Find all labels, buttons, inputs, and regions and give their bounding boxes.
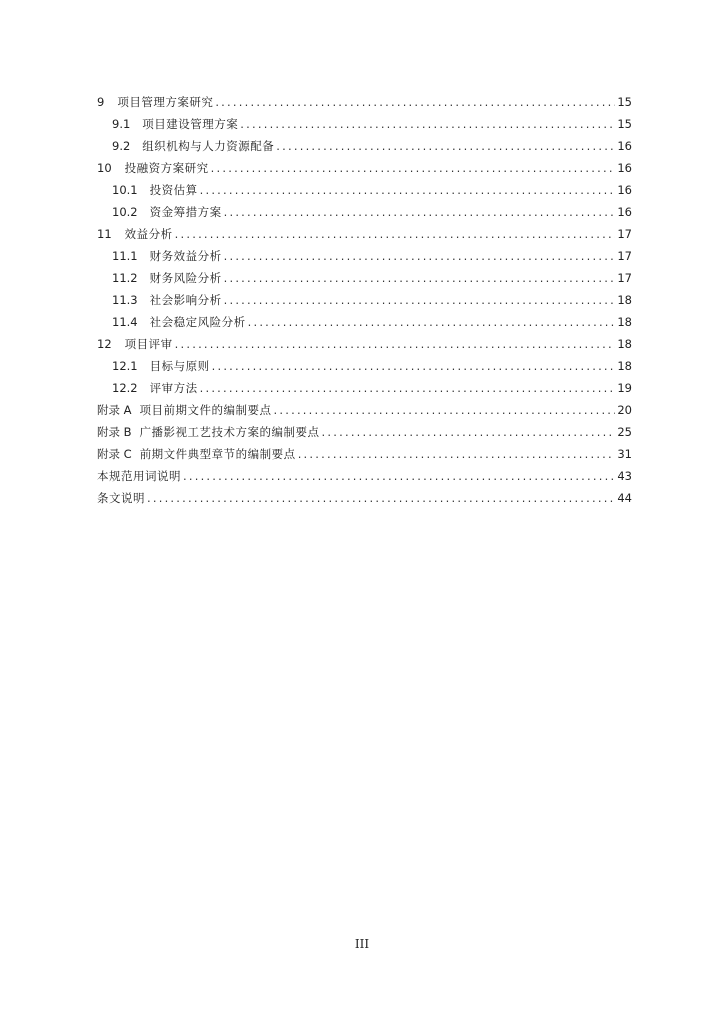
toc-entry-page: 16 — [617, 183, 632, 197]
toc-dot-leader — [298, 443, 616, 465]
toc-dot-leader — [215, 91, 615, 113]
toc-entry-number: 12.2 — [112, 381, 138, 395]
toc-entry-title: 社会影响分析 — [149, 293, 222, 307]
toc-dot-leader — [322, 421, 616, 443]
toc-dot-leader — [175, 333, 616, 355]
toc-entry-number: 11.3 — [112, 293, 138, 307]
toc-entry[interactable] — [97, 245, 632, 267]
toc-entry-page: 20 — [617, 403, 632, 417]
toc-dot-leader — [276, 135, 615, 157]
toc-entry-number: 9 — [97, 95, 105, 109]
toc-entry-title: 财务效益分析 — [149, 249, 222, 263]
toc-entry-title: 投融资方案研究 — [124, 161, 209, 175]
toc-entry[interactable] — [97, 311, 632, 333]
toc-entry-number: 10.2 — [112, 205, 138, 219]
toc-dot-leader — [147, 487, 615, 509]
toc-entry-page: 15 — [617, 117, 632, 131]
toc-entry-title: 投资估算 — [149, 183, 198, 197]
toc-entry[interactable] — [97, 91, 632, 113]
toc-entry-page: 18 — [617, 359, 632, 373]
toc-entry-number: 附录 A — [97, 403, 132, 417]
toc-entry-page: 17 — [617, 227, 632, 241]
toc-entry-page: 17 — [617, 249, 632, 263]
toc-dot-leader — [200, 377, 616, 399]
toc-entry-number: 附录 C — [97, 447, 132, 461]
toc-entry[interactable] — [97, 399, 632, 421]
toc-entry-number: 12.1 — [112, 359, 138, 373]
toc-entry[interactable] — [97, 113, 632, 135]
toc-entry-page: 43 — [617, 469, 632, 483]
toc-entry-title: 项目管理方案研究 — [117, 95, 214, 109]
toc-entry-page: 18 — [617, 315, 632, 329]
toc-entry-title: 组织机构与人力资源配备 — [142, 139, 275, 153]
toc-entry[interactable] — [97, 267, 632, 289]
toc-dot-leader — [224, 201, 616, 223]
toc-entry-number: 附录 B — [97, 425, 132, 439]
toc-entry-number: 11.4 — [112, 315, 138, 329]
toc-entry-title: 广播影视工艺技术方案的编制要点 — [139, 425, 320, 439]
page-number: III — [354, 937, 370, 951]
toc-entry-title: 本规范用词说明 — [97, 469, 181, 483]
toc-entry-number: 9.2 — [112, 139, 131, 153]
toc-entry-title: 项目评审 — [124, 337, 173, 351]
toc-entry-page: 25 — [617, 425, 632, 439]
toc-entry-page: 16 — [617, 205, 632, 219]
toc-entry-number: 12 — [97, 337, 112, 351]
toc-entry-title: 前期文件典型章节的编制要点 — [139, 447, 296, 461]
toc-dot-leader — [224, 267, 616, 289]
toc-dot-leader — [274, 399, 616, 421]
toc-entry-page: 19 — [617, 381, 632, 395]
toc-entry-number: 10 — [97, 161, 112, 175]
toc-entry-number: 11.1 — [112, 249, 138, 263]
toc-entry[interactable] — [97, 465, 632, 487]
toc-dot-leader — [175, 223, 616, 245]
toc-dot-leader — [248, 311, 616, 333]
toc-entry[interactable] — [97, 333, 632, 355]
toc-entry-page: 16 — [617, 139, 632, 153]
toc-entry[interactable] — [97, 223, 632, 245]
toc-dot-leader — [183, 465, 615, 487]
toc-entry-title: 社会稳定风险分析 — [149, 315, 246, 329]
toc-dot-leader — [211, 157, 616, 179]
toc-entry[interactable] — [97, 443, 632, 465]
toc-entry[interactable] — [97, 289, 632, 311]
toc-entry-title: 资金筹措方案 — [149, 205, 222, 219]
toc-entry-number: 9.1 — [112, 117, 131, 131]
toc-entry-title: 条文说明 — [97, 491, 145, 505]
toc-entry-title: 财务风险分析 — [149, 271, 222, 285]
toc-dot-leader — [224, 245, 616, 267]
toc-entry[interactable] — [97, 355, 632, 377]
toc-entry-page: 31 — [617, 447, 632, 461]
toc-entry-title: 评审方法 — [149, 381, 198, 395]
toc-dot-leader — [212, 355, 616, 377]
toc-entry[interactable] — [97, 421, 632, 443]
toc-entry[interactable] — [97, 135, 632, 157]
toc-entry[interactable] — [97, 201, 632, 223]
toc-dot-leader — [240, 113, 615, 135]
toc-entry-page: 18 — [617, 337, 632, 351]
toc-entry-title: 项目建设管理方案 — [142, 117, 239, 131]
table-of-contents — [97, 91, 632, 509]
toc-entry-title: 效益分析 — [124, 227, 173, 241]
toc-entry[interactable] — [97, 487, 632, 509]
toc-entry-title: 目标与原则 — [149, 359, 210, 373]
toc-entry[interactable] — [97, 179, 632, 201]
toc-dot-leader — [200, 179, 616, 201]
toc-dot-leader — [224, 289, 616, 311]
toc-entry-number: 10.1 — [112, 183, 138, 197]
toc-entry-number: 11 — [97, 227, 112, 241]
toc-entry-page: 16 — [617, 161, 632, 175]
toc-entry-number: 11.2 — [112, 271, 138, 285]
toc-entry-page: 17 — [617, 271, 632, 285]
toc-entry-page: 18 — [617, 293, 632, 307]
toc-entry[interactable] — [97, 157, 632, 179]
toc-entry-page: 44 — [617, 491, 632, 505]
toc-entry-title: 项目前期文件的编制要点 — [139, 403, 272, 417]
toc-entry-page: 15 — [617, 95, 632, 109]
toc-entry[interactable] — [97, 377, 632, 399]
